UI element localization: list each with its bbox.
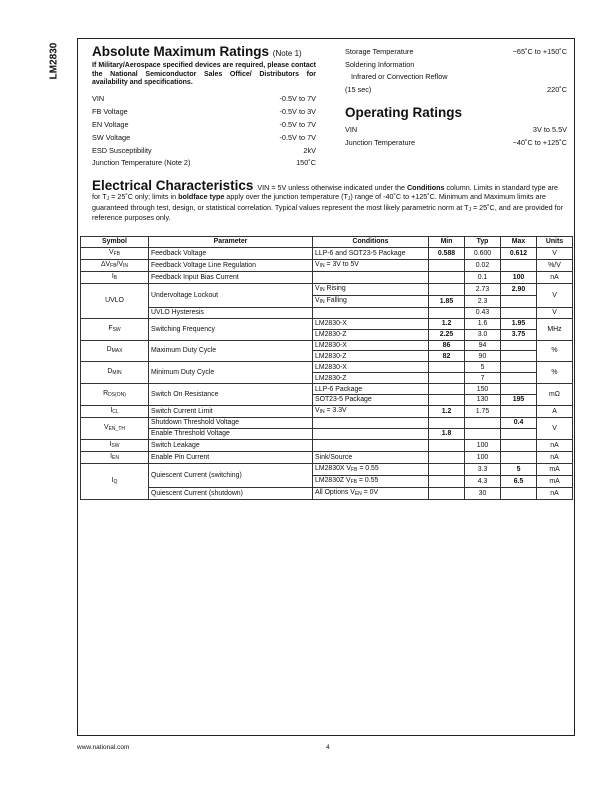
parameter-cell: UVLO Hysteresis	[149, 307, 313, 318]
table-row	[81, 439, 573, 451]
conditions-cell: LM2830-X	[313, 362, 429, 373]
symbol-cell: $I_Q$	[81, 463, 149, 499]
parameter-cell: Switch On Resistance	[149, 384, 313, 406]
max-cell: 1.95	[501, 318, 537, 329]
symbol-cell: $I_B$	[81, 271, 149, 283]
max-cell	[501, 384, 537, 395]
units-cell: %	[537, 362, 573, 384]
min-cell	[429, 439, 465, 451]
max-cell: 195	[501, 395, 537, 406]
table-row	[81, 487, 573, 499]
conditions-cell	[313, 439, 429, 451]
header-conditions: Conditions	[313, 237, 429, 248]
min-cell	[429, 475, 465, 487]
operating-ratings-title: Operating Ratings	[345, 105, 463, 121]
abs-max-rows	[92, 93, 316, 170]
min-cell: 82	[429, 351, 465, 362]
header-min: Min	[429, 237, 465, 248]
units-cell: V	[537, 283, 573, 307]
abs-max-row: ESD Susceptibility 2kV	[92, 145, 316, 155]
conditions-cell: $V_{IN}$ Falling	[313, 295, 429, 307]
typ-cell: 0.43	[465, 307, 501, 318]
units-cell: nA	[537, 439, 573, 451]
parameter-cell: Switch Leakage	[149, 439, 313, 451]
abs-max-row: Junction Temperature (Note 2) 150˚C	[92, 158, 316, 168]
conditions-cell: $V_{IN} = 3V$ to 5V	[313, 259, 429, 271]
min-cell	[429, 451, 465, 463]
ec-title: Electrical Characteristics	[92, 178, 254, 193]
symbol-cell: $F_{SW}$	[81, 318, 149, 340]
min-cell	[429, 362, 465, 373]
op-rating-row: Junction Temperature −40˚C to +125˚C	[345, 137, 567, 147]
symbol-cell: $I_{EN}$	[81, 451, 149, 463]
symbol-cell: $D_{MIN}$	[81, 362, 149, 384]
electrical-characteristics-table	[80, 236, 573, 500]
typ-cell: 130	[465, 395, 501, 406]
table-row	[81, 451, 573, 463]
conditions-cell: LM2830-Z	[313, 329, 429, 340]
units-cell: V	[537, 247, 573, 259]
conditions-cell: LM2830-Z	[313, 351, 429, 362]
typ-cell: 0.1	[465, 271, 501, 283]
max-cell	[501, 439, 537, 451]
footer-url: www.national.com	[77, 744, 130, 751]
military-warning: If Military/Aerospace specified devices are required, please contact the National Semiconductor Sales Office/ Distributors for availability and specifications.	[92, 62, 316, 86]
typ-cell: 100	[465, 451, 501, 463]
parameter-cell: Quiescent Current (shutdown)	[149, 487, 313, 499]
conditions-cell	[313, 428, 429, 439]
abs-max-row: VIN -0.5V to 7V	[92, 94, 316, 104]
table-row	[81, 247, 573, 259]
max-cell	[501, 428, 537, 439]
table-row	[81, 384, 573, 395]
units-cell: %	[537, 340, 573, 362]
header-max: Max	[501, 237, 537, 248]
min-cell: 1.2	[429, 318, 465, 329]
abs-max-row: Infrared or Convection Reflow	[351, 72, 448, 82]
parameter-cell: Maximum Duty Cycle	[149, 340, 313, 362]
symbol-cell: $I_{SW}$	[81, 439, 149, 451]
abs-max-row: (15 sec) 220˚C	[345, 85, 567, 95]
typ-cell: 5	[465, 362, 501, 373]
abs-max-row: Soldering Information	[345, 59, 415, 69]
max-cell: 2.90	[501, 283, 537, 295]
parameter-cell: Quiescent Current (switching)	[149, 463, 313, 487]
typ-cell: 4.3	[465, 475, 501, 487]
typ-cell: 100	[465, 439, 501, 451]
table-row	[81, 283, 573, 295]
parameter-cell: Shutdown Threshold Voltage	[149, 417, 313, 428]
table-row	[81, 428, 573, 439]
page-number: 4	[326, 744, 330, 751]
table-header-row	[81, 237, 573, 248]
min-cell	[429, 487, 465, 499]
typ-cell: 94	[465, 340, 501, 351]
units-cell: mA	[537, 475, 573, 487]
units-cell: mΩ	[537, 384, 573, 406]
min-cell	[429, 271, 465, 283]
min-cell: 1.2	[429, 405, 465, 417]
header-parameter: Parameter	[149, 237, 313, 248]
typ-cell: 30	[465, 487, 501, 499]
min-cell	[429, 417, 465, 428]
typ-cell	[465, 428, 501, 439]
part-number-side-label: LM2830	[48, 42, 60, 80]
conditions-cell: LM2830X $V_{FB} = 0.55$	[313, 463, 429, 475]
parameter-cell: Switch Current Limit	[149, 405, 313, 417]
op-rating-row: VIN 3V to 5.5V	[345, 125, 567, 135]
abs-max-row: Storage Temperature −65˚C to +150˚C	[345, 46, 567, 56]
typ-cell: 7	[465, 373, 501, 384]
abs-max-right-column	[345, 45, 567, 149]
min-cell	[429, 463, 465, 475]
header-typ: Typ	[465, 237, 501, 248]
units-cell: A	[537, 405, 573, 417]
parameter-cell: Minimum Duty Cycle	[149, 362, 313, 384]
abs-max-row: EN Voltage -0.5V to 7V	[92, 119, 316, 129]
conditions-cell: LM2830-X	[313, 340, 429, 351]
conditions-cell	[313, 271, 429, 283]
conditions-cell: LM2830-Z	[313, 373, 429, 384]
units-cell: V	[537, 307, 573, 318]
typ-cell: 3.0	[465, 329, 501, 340]
max-cell: 5	[501, 463, 537, 475]
max-cell: 6.5	[501, 475, 537, 487]
min-cell: 86	[429, 340, 465, 351]
units-cell: nA	[537, 487, 573, 499]
table-row	[81, 463, 573, 475]
max-cell	[501, 295, 537, 307]
parameter-cell: Feedback Voltage Line Regulation	[149, 259, 313, 271]
max-cell	[501, 259, 537, 271]
conditions-cell: SOT23-5 Package	[313, 395, 429, 406]
conditions-cell	[313, 417, 429, 428]
max-cell	[501, 487, 537, 499]
max-cell	[501, 340, 537, 351]
max-cell	[501, 362, 537, 373]
table-row	[81, 259, 573, 271]
table-row	[81, 307, 573, 318]
abs-max-section	[92, 44, 316, 169]
min-cell: 1.8	[429, 428, 465, 439]
parameter-cell: Feedback Input Bias Current	[149, 271, 313, 283]
symbol-cell: $R_{DS(ON)}$	[81, 384, 149, 406]
table-row	[81, 340, 573, 351]
conditions-cell	[313, 307, 429, 318]
typ-cell: 2.3	[465, 295, 501, 307]
symbol-cell: $V_{EN\_TH}$	[81, 417, 149, 439]
max-cell	[501, 405, 537, 417]
table-row	[81, 417, 573, 428]
units-cell: %/V	[537, 259, 573, 271]
header-symbol: Symbol	[81, 237, 149, 248]
parameter-cell: Feedback Voltage	[149, 247, 313, 259]
conditions-cell: LM2830-X	[313, 318, 429, 329]
conditions-cell: $V_{IN}$ Rising	[313, 283, 429, 295]
min-cell	[429, 307, 465, 318]
min-cell	[429, 259, 465, 271]
symbol-cell: $D_{MAX}$	[81, 340, 149, 362]
symbol-cell: $V_{FB}$	[81, 247, 149, 259]
conditions-cell: LM2830Z $V_{FB} = 0.55$	[313, 475, 429, 487]
abs-max-row: FB Voltage -0.5V to 3V	[92, 107, 316, 117]
symbol-cell: $\Delta V_{FB}/V_{IN}$	[81, 259, 149, 271]
conditions-cell: Sink/Source	[313, 451, 429, 463]
units-cell: nA	[537, 271, 573, 283]
max-cell: 100	[501, 271, 537, 283]
table-row	[81, 271, 573, 283]
parameter-cell: Undervoltage Lockout	[149, 283, 313, 307]
abs-max-row: SW Voltage -0.5V to 7V	[92, 132, 316, 142]
abs-max-title: Absolute Maximum Ratings (Note 1)	[92, 44, 302, 59]
max-cell: 0.4	[501, 417, 537, 428]
typ-cell: 0.02	[465, 259, 501, 271]
max-cell	[501, 307, 537, 318]
symbol-cell: $I_{CL}$	[81, 405, 149, 417]
min-cell	[429, 283, 465, 295]
table-row	[81, 318, 573, 329]
max-cell	[501, 351, 537, 362]
units-cell: nA	[537, 451, 573, 463]
min-cell: 2.25	[429, 329, 465, 340]
max-cell: 0.612	[501, 247, 537, 259]
ec-description: Electrical Characteristics VIN = 5V unless otherwise indicated under the Conditions column. Limits in standard type are for $T_J$ = 25˚C only; limits in boldface type apply over the junction temperature $(T_J)$ range of -40˚C to +125˚C. Minimum and Maximum limits are guaranteed through test, design, or statistical correlation. Typical values represent the most likely parametric norm at $T_J$ = 25˚C, and are provided for reference purposes only.	[92, 178, 564, 223]
typ-cell: 150	[465, 384, 501, 395]
conditions-cell: $V_{IN} = 3.3V$	[313, 405, 429, 417]
parameter-cell: Enable Pin Current	[149, 451, 313, 463]
typ-cell: 0.600	[465, 247, 501, 259]
max-cell	[501, 373, 537, 384]
typ-cell	[465, 417, 501, 428]
parameter-cell: Enable Threshold Voltage	[149, 428, 313, 439]
units-cell: V	[537, 417, 573, 439]
min-cell	[429, 384, 465, 395]
table-row	[81, 362, 573, 373]
typ-cell: 3.3	[465, 463, 501, 475]
units-cell: MHz	[537, 318, 573, 340]
parameter-cell: Switching Frequency	[149, 318, 313, 340]
min-cell: 0.588	[429, 247, 465, 259]
units-cell: mA	[537, 463, 573, 475]
conditions-cell: All Options $V_{EN} = 0V$	[313, 487, 429, 499]
header-units: Units	[537, 237, 573, 248]
min-cell	[429, 373, 465, 384]
min-cell: 1.85	[429, 295, 465, 307]
conditions-cell: LLP-6 and SOT23-5 Package	[313, 247, 429, 259]
min-cell	[429, 395, 465, 406]
table-row	[81, 405, 573, 417]
typ-cell: 90	[465, 351, 501, 362]
conditions-cell: LLP-6 Package	[313, 384, 429, 395]
electrical-characteristics-header	[92, 178, 568, 223]
max-cell: 3.75	[501, 329, 537, 340]
typ-cell: 2.73	[465, 283, 501, 295]
typ-cell: 1.75	[465, 405, 501, 417]
max-cell	[501, 451, 537, 463]
symbol-cell: UVLO	[81, 283, 149, 318]
typ-cell: 1.6	[465, 318, 501, 329]
